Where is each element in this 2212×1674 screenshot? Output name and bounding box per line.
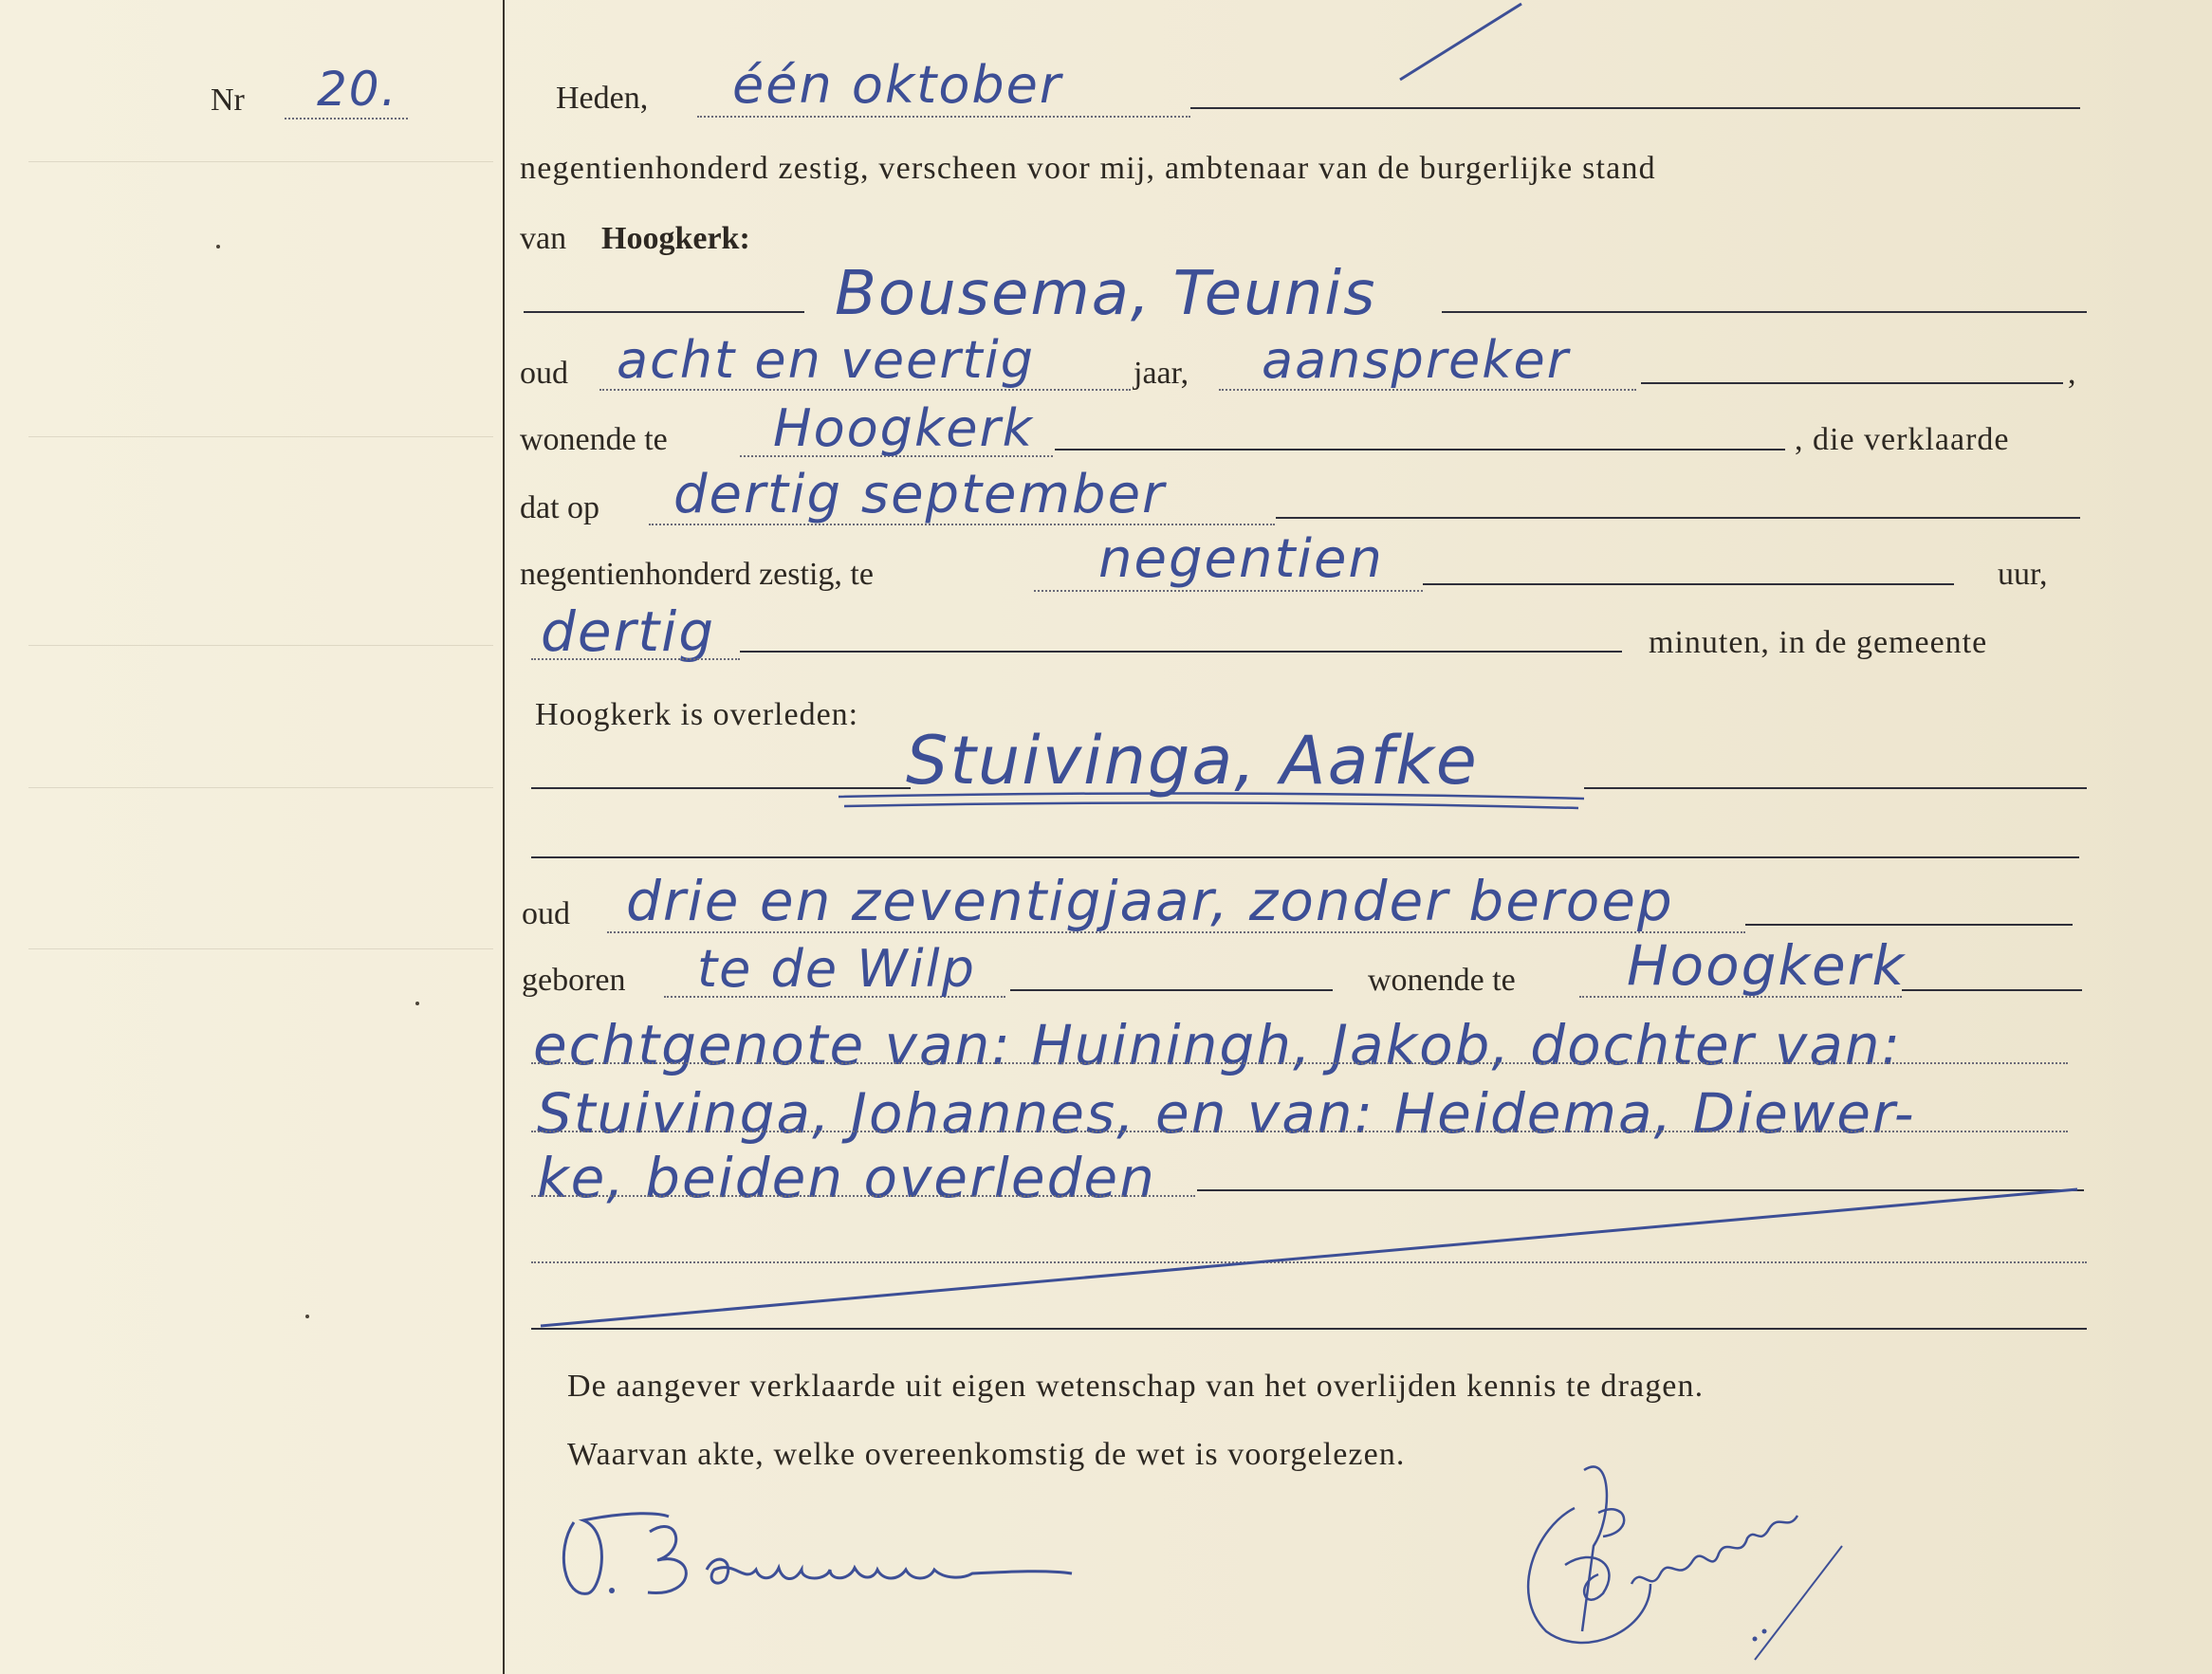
blank-rule [531, 856, 2079, 858]
minutes-fill-line [740, 651, 1622, 653]
hour-dotted-line [1034, 590, 1423, 592]
wonende-te-label: wonende te [520, 422, 668, 457]
deceased-fill-line-left [531, 787, 911, 789]
margin-speck [305, 1315, 309, 1318]
ink-stroke [1394, 0, 1527, 85]
bleed-through-line [28, 787, 493, 788]
wonende-te2-label: wonende te [1368, 963, 1516, 998]
margin-speck [216, 245, 220, 248]
geboren-label: geboren [522, 963, 626, 998]
death-minutes: dertig [541, 599, 716, 664]
year-line: negentienhonderd zestig, verscheen voor mij, ambtenaar van de burgerlijke stand [520, 151, 1656, 186]
number-dotted-line [285, 118, 408, 120]
name-fill-line-right [1442, 311, 2087, 313]
bleed-through-line [28, 948, 493, 949]
bleed-through-line [28, 436, 493, 437]
birthplace-fill-line [1010, 989, 1333, 991]
comma: , [2068, 356, 2076, 391]
death-hour: negentien [1098, 528, 1384, 590]
family-line-2: Stuivinga, Johannes, en van: Heidema, Diewer- [537, 1081, 1916, 1146]
date-dotted-line [697, 116, 1190, 118]
declarant-name: Bousema, Teunis [835, 259, 1377, 329]
closing-statement: De aangever verklaarde uit eigen wetenschap van het overlijden kennis te dragen. [567, 1369, 1705, 1404]
family-line-1: echtgenote van: Huiningh, Jakob, dochter van: [533, 1013, 1903, 1077]
occupation-fill-line [1641, 382, 2063, 384]
deceased-residence-fill-line [1902, 989, 2082, 991]
strike-through-line [531, 1182, 2087, 1334]
family-dotted-line-2 [531, 1131, 2068, 1132]
year-te-label: negentienhonderd zestig, te [520, 557, 874, 592]
heden-label: Heden, [556, 81, 649, 116]
family-dotted-line-1 [531, 1062, 2068, 1064]
birthplace: te de Wilp [697, 939, 976, 999]
attestation-statement: Waarvan akte, welke overeenkomstig de wet is voorgelezen. [567, 1437, 1406, 1472]
minuten-label: minuten, in de gemeente [1649, 625, 1988, 660]
bleed-through-line [28, 161, 493, 162]
family-line-3: ke, beiden overleden [537, 1146, 1156, 1210]
jaar-label: jaar, [1134, 356, 1189, 391]
overleden-label: Hoogkerk is overleden: [535, 697, 859, 732]
van-label: van [520, 221, 567, 256]
margin-rule [503, 0, 505, 1674]
deceased-residence: Hoogkerk [1627, 933, 1907, 998]
number-label: Nr [211, 83, 245, 118]
oud2-label: oud [522, 896, 570, 931]
deceased-occupation-fill-line [1745, 924, 2073, 926]
municipality-name: Hoogkerk: [601, 221, 750, 256]
hour-fill-line [1423, 583, 1954, 585]
oud-label: oud [520, 356, 568, 391]
deceased-name-underline [835, 791, 1594, 814]
record-number: 20. [317, 62, 398, 117]
declarant-occupation: aanspreker [1262, 330, 1570, 390]
name-fill-line-left [524, 311, 804, 313]
minutes-dotted-line [531, 658, 740, 660]
uur-label: uur, [1998, 557, 2048, 592]
deceased-age-occupation: drie en zeventigjaar, zonder beroep [626, 869, 1674, 933]
declarant-residence: Hoogkerk [773, 398, 1034, 458]
die-verklaarde-label: , die verklaarde [1795, 422, 2010, 457]
date-fill-line [1190, 107, 2080, 109]
date-day-month: één oktober [732, 55, 1063, 115]
deceased-fill-line-right [1584, 787, 2087, 789]
bleed-through-line [28, 645, 493, 646]
declarant-age: acht en veertig [617, 330, 1036, 390]
residence-fill-line [1055, 449, 1785, 451]
deceased-name: Stuivinga, Aafke [906, 722, 1479, 800]
dat-op-label: dat op [520, 490, 600, 525]
death-date-fill-line [1276, 517, 2080, 519]
death-date: dertig september [673, 464, 1167, 525]
declarant-signature [545, 1494, 1077, 1617]
margin-speck [415, 1002, 419, 1005]
official-signature [1470, 1442, 1869, 1669]
